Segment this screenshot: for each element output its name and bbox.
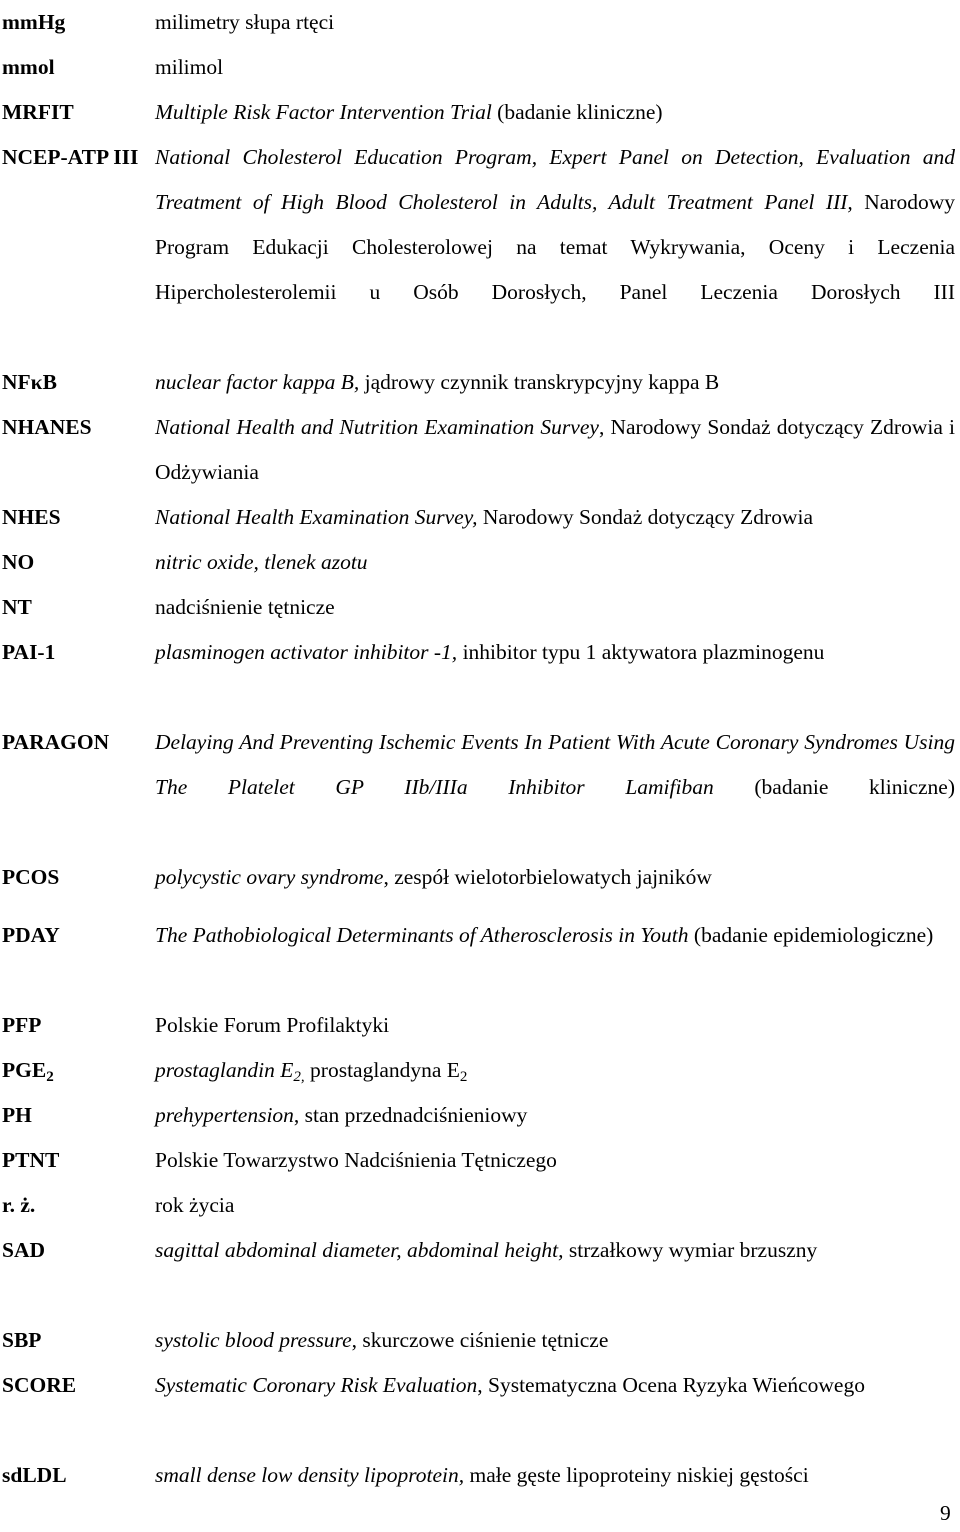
abbreviation-definition	[155, 1048, 955, 1093]
abbreviation-term-text: SAD	[2, 1238, 46, 1262]
definition-text-italic: National Health Examination Survey,	[155, 505, 478, 529]
definition-text-italic: Delaying And Preventing Ischemic Events In Patient With Acute Coronary Syndromes Using The Platelet GP IIb/IIIa Inhibitor Lamifiban	[155, 730, 955, 799]
abbreviation-definition	[155, 495, 955, 540]
definition-text-italic: nuclear factor kappa B,	[155, 370, 360, 394]
abbreviation-definition	[155, 405, 955, 495]
abbreviation-term-text: MRFIT	[2, 100, 74, 124]
abbreviation-term	[2, 720, 109, 765]
abbreviation-definition	[155, 1228, 955, 1273]
definition-text: prostaglandyna E	[304, 1058, 460, 1082]
abbreviation-term-text: mmol	[2, 55, 55, 79]
abbreviation-term	[2, 1228, 45, 1273]
definition-text-italic: National Cholesterol Education Program, Expert Panel on Detection, Evaluation and Treatment of High Blood Cholesterol in Adults, Adult Treatment Panel III,	[155, 145, 955, 214]
definition-text-italic: systolic blood pressure	[155, 1328, 352, 1352]
abbreviation-term	[2, 630, 55, 675]
definition-text: (badanie kliniczne)	[491, 100, 663, 124]
abbreviation-term-text: NCEP-ATP III	[2, 145, 139, 169]
abbreviation-term-text: SCORE	[2, 1373, 77, 1397]
abbreviation-term	[2, 135, 138, 180]
definition-text: , zespół wielotorbielowatych jajników	[383, 865, 712, 889]
definition-text: (badanie kliniczne)	[713, 775, 955, 799]
definition-text-italic: nitric oxide, tlenek azotu	[155, 550, 368, 574]
page-number: 9	[940, 1501, 951, 1525]
abbreviation-term-text: PARAGON	[2, 730, 110, 754]
abbreviation-term	[2, 1318, 41, 1363]
definition-text-italic: sagittal abdominal diameter, abdominal height,	[155, 1238, 564, 1262]
abbreviation-term	[2, 1138, 59, 1183]
abbreviation-definition	[155, 720, 955, 810]
definition-text: rok życia	[155, 1193, 235, 1217]
definition-text-italic: prostaglandin E	[155, 1058, 294, 1082]
abbreviation-term-text: PGE	[2, 1058, 47, 1082]
abbreviation-term-text: NFκB	[2, 370, 57, 394]
definition-text: Narodowy Sondaż dotyczący Zdrowia	[477, 505, 813, 529]
abbreviation-term	[2, 1363, 76, 1408]
abbreviation-definition	[155, 90, 955, 135]
definition-text-italic: plasminogen activator inhibitor -1,	[155, 640, 458, 664]
definition-text: jądrowy czynnik transkrypcyjny kappa B	[359, 370, 720, 394]
abbreviation-term-text: NT	[2, 595, 32, 619]
abbreviation-term	[2, 1453, 67, 1498]
abbreviation-definition	[155, 630, 955, 675]
abbreviation-term	[2, 90, 74, 135]
abbreviation-term-subscript: 2	[46, 1068, 54, 1085]
abbreviation-term	[2, 495, 61, 540]
abbreviation-definition	[155, 0, 955, 45]
abbreviation-term	[2, 45, 55, 90]
abbreviation-term	[2, 405, 92, 450]
definition-text: 2	[459, 1068, 468, 1085]
definition-text: , Narodowy Sondaż dotyczący Zdrowia i Odżywiania	[155, 415, 955, 484]
abbreviation-definition	[155, 1183, 955, 1228]
abbreviation-term	[2, 1048, 54, 1093]
abbreviation-definition	[155, 1453, 955, 1498]
abbreviation-term	[2, 585, 32, 630]
definition-text: , stan przednadciśnieniowy	[293, 1103, 528, 1127]
abbreviation-definition	[155, 1138, 955, 1183]
definition-text-italic: Systematic Coronary Risk Evaluation	[155, 1373, 478, 1397]
abbreviation-term	[2, 1093, 32, 1138]
abbreviation-definition	[155, 360, 955, 405]
definition-text: Polskie Towarzystwo Nadciśnienia Tętniczego	[155, 1148, 557, 1172]
definition-text: nadciśnienie tętnicze	[155, 595, 335, 619]
abbreviation-term	[2, 0, 65, 45]
abbreviation-definition	[155, 1003, 955, 1048]
abbreviation-term	[2, 1003, 41, 1048]
definition-text-italic: Multiple Risk Factor Intervention Trial	[155, 100, 492, 124]
definition-text-italic: 2,	[293, 1068, 305, 1085]
definition-text-italic: small dense low density lipoprotein,	[155, 1463, 465, 1487]
abbreviation-definition	[155, 855, 955, 900]
definition-text: małe gęste lipoproteiny niskiej gęstości	[464, 1463, 809, 1487]
definition-text-italic: polycystic ovary syndrome	[155, 865, 384, 889]
definition-text: milimetry słupa rtęci	[155, 10, 335, 34]
definition-text: Polskie Forum Profilaktyki	[155, 1013, 390, 1037]
abbreviation-definition	[155, 135, 955, 315]
definition-text: Narodowy Program Edukacji Cholesterolowej na temat Wykrywania, Oceny i Leczenia Hipercholesterolemii u Osób Dorosłych, Panel Leczenia Dorosłych III	[155, 190, 955, 304]
abbreviation-definition	[155, 913, 955, 958]
definition-text: (badanie epidemiologiczne)	[688, 923, 934, 947]
definition-text-italic: National Health and Nutrition Examination Survey	[155, 415, 599, 439]
abbreviation-definition	[155, 45, 955, 90]
definition-text: , skurczowe ciśnienie tętnicze	[351, 1328, 609, 1352]
definition-text: strzałkowy wymiar brzuszny	[563, 1238, 818, 1262]
abbreviation-term-text: PAI-1	[2, 640, 56, 664]
abbreviation-term-text: PH	[2, 1103, 32, 1127]
abbreviation-term	[2, 360, 57, 405]
abbreviation-definition	[155, 540, 955, 585]
abbreviation-definition	[155, 1318, 955, 1363]
abbreviation-definition	[155, 1363, 955, 1408]
abbreviation-term-text: NHES	[2, 505, 61, 529]
definition-text-italic: The Pathobiological Determinants of Atherosclerosis in Youth	[155, 923, 689, 947]
definition-text-italic: prehypertension	[155, 1103, 294, 1127]
abbreviation-term-text: PFP	[2, 1013, 42, 1037]
abbreviation-term	[2, 540, 34, 585]
abbreviation-term-text: sdLDL	[2, 1463, 67, 1487]
abbreviation-term-text: mmHg	[2, 10, 66, 34]
abbreviation-term-text: NO	[2, 550, 35, 574]
abbreviation-term-text: PTNT	[2, 1148, 60, 1172]
abbreviation-term-text: PCOS	[2, 865, 60, 889]
abbreviation-term-text: PDAY	[2, 923, 60, 947]
abbreviation-term	[2, 855, 59, 900]
definition-text: inhibitor typu 1 aktywatora plazminogenu	[457, 640, 825, 664]
abbreviation-term-text: NHANES	[2, 415, 92, 439]
abbreviation-term	[2, 913, 60, 958]
abbreviation-term-text: SBP	[2, 1328, 42, 1352]
definition-text: , Systematyczna Ocena Ryzyka Wieńcowego	[477, 1373, 865, 1397]
definition-text: milimol	[155, 55, 224, 79]
abbreviation-term	[2, 1183, 35, 1228]
abbreviation-definition	[155, 585, 955, 630]
abbreviation-definition	[155, 1093, 955, 1138]
abbreviation-term-text: r. ż.	[2, 1193, 36, 1217]
